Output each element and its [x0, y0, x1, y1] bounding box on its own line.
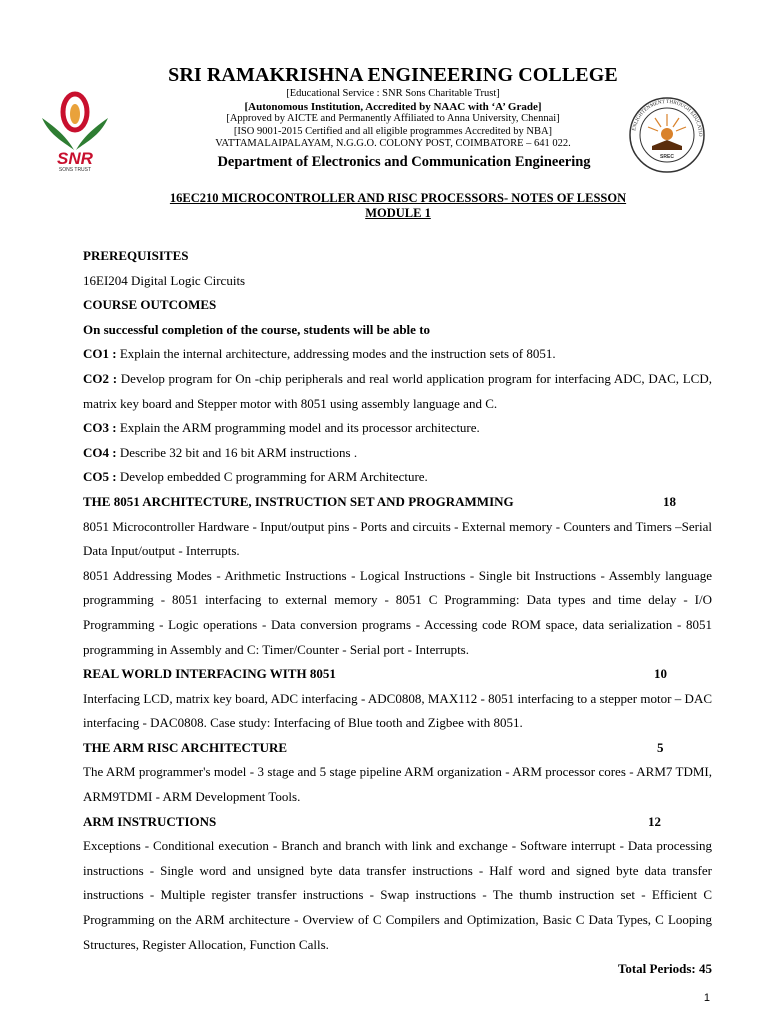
- co-text: Develop embedded C programming for ARM Architecture.: [116, 469, 428, 485]
- unit-title: REAL WORLD INTERFACING WITH 8051: [83, 666, 336, 682]
- unit-heading: [83, 736, 712, 761]
- unit-heading: [83, 490, 712, 515]
- co-label: CO2 :: [83, 370, 118, 386]
- trust-line: [Educational Service : SNR Sons Charitable Trust]: [286, 88, 500, 99]
- co-label: CO4 :: [83, 444, 117, 460]
- snr-logo-subtext: SONS TRUST: [58, 167, 92, 172]
- unit-heading: [83, 662, 712, 687]
- unit-paragraph: Interfacing LCD, matrix key board, ADC interfacing - ADC0808, MAX112 - 8051 interfacing to a stepper motor – DAC interfacing - DAC0808. Case study: Interfacing of Blue tooth and Zigbee with 8051.: [83, 690, 712, 731]
- iso-line: [ISO 9001-2015 Certified and all eligible programmes Accredited by NBA]: [233, 125, 553, 137]
- syllabus-content: [83, 244, 712, 982]
- snr-logo-text: SNR: [57, 149, 93, 168]
- page-number: 1: [703, 992, 710, 1004]
- unit-paragraph: 8051 Addressing Modes - Arithmetic Instructions - Logical Instructions - Single bit Instructions - Assembly language programming - 8051 interfacing to external memory - 8051 C Programming: Data types and time delay - I/O Programming - Logic operations - Data conversion programs - Accessing code ROM space, data serialization - 8051 programming in Assembly and C: Timer/Counter - Serial port - Interrupts.: [83, 567, 712, 657]
- unit-title: ARM INSTRUCTIONS: [83, 813, 217, 829]
- course-outcome-item: [83, 441, 712, 466]
- course-outcome-item: [83, 342, 712, 367]
- co-text: Explain the internal architecture, addressing modes and the instruction sets of 8051.: [116, 346, 556, 362]
- unit-title: THE 8051 ARCHITECTURE, INSTRUCTION SET AND PROGRAMMING: [83, 493, 514, 509]
- department-name: Department of Electronics and Communication Engineering: [217, 153, 591, 170]
- co-label: CO5 :: [83, 469, 117, 485]
- co-label: CO3 :: [83, 420, 117, 436]
- co-label: CO1 :: [83, 346, 117, 362]
- unit-hours: 18: [663, 493, 676, 509]
- unit-heading: [83, 810, 712, 835]
- accreditation-line: [Autonomous Institution, Accredited by NAAC with ‘A’ Grade]: [244, 100, 542, 113]
- seal-text: SREC: [660, 154, 674, 160]
- unit-paragraph: 8051 Microcontroller Hardware - Input/output pins - Ports and circuits - External memory - Counters and Timers –Serial Data Input/output - Interrupts.: [83, 518, 712, 559]
- unit-hours: 5: [657, 739, 664, 755]
- unit-hours: 10: [654, 666, 667, 682]
- co-text: Describe 32 bit and 16 bit ARM instructions .: [116, 444, 358, 460]
- college-name: SRI RAMAKRISHNA ENGINEERING COLLEGE: [168, 64, 618, 86]
- co-text: Develop program for On -chip peripherals and real world application program for interfacing ADC, DAC, LCD, matrix key board and Stepper motor with 8051 using assembly language and C.: [83, 370, 712, 411]
- co-text: Explain the ARM programming model and its processor architecture.: [116, 420, 480, 436]
- total-periods: Total Periods: 45: [617, 961, 712, 977]
- unit-title: THE ARM RISC ARCHITECTURE: [83, 739, 288, 755]
- unit-paragraph: The ARM programmer's model - 3 stage and 5 stage pipeline ARM organization - ARM processor cores - ARM7 TDMI, ARM9TDMI - ARM Development Tools.: [83, 764, 712, 805]
- outcomes-intro: On successful completion of the course, students will be able to: [83, 321, 431, 337]
- course-outcome-item: [83, 416, 712, 441]
- prerequisites-heading: PREREQUISITES: [83, 248, 189, 263]
- unit-paragraph: Exceptions - Conditional execution - Branch and branch with link and exchange - Software interrupt - Data processing instructions - Single word and unsigned byte data transfer instructions - Half word and signed byte data transfer instructions - Multiple register transfer instructions - Swap instructions - The thumb instruction set - Efficient C Programming on the ARM architecture - Overview of C Compilers and Optimization, Basic C Data Types, C Looping Structures, Register Allocation, Function Calls.: [83, 838, 712, 952]
- seal-ring-text: ENLIGHTENMENT THROUGH EDUCATIO: [631, 98, 704, 137]
- srec-seal-logo: [628, 96, 706, 174]
- course-outcomes-heading: COURSE OUTCOMES: [83, 297, 217, 313]
- course-outcome-item: [83, 367, 712, 416]
- course-title: 16EC210 MICROCONTROLLER AND RISC PROCESSORS- NOTES OF LESSON: [169, 191, 627, 205]
- course-title-block: [0, 191, 768, 221]
- address-line: VATTAMALAIPALAYAM, N.G.G.O. COLONY POST, COIMBATORE – 641 022.: [215, 138, 571, 149]
- unit-hours: 12: [648, 813, 661, 829]
- module-title: MODULE 1: [365, 206, 431, 220]
- course-outcome-item: [83, 465, 712, 490]
- affiliation-line: [Approved by AICTE and Permanently Affiliated to Anna University, Chennai]: [226, 113, 560, 124]
- prerequisites-text: 16EI204 Digital Logic Circuits: [83, 272, 246, 288]
